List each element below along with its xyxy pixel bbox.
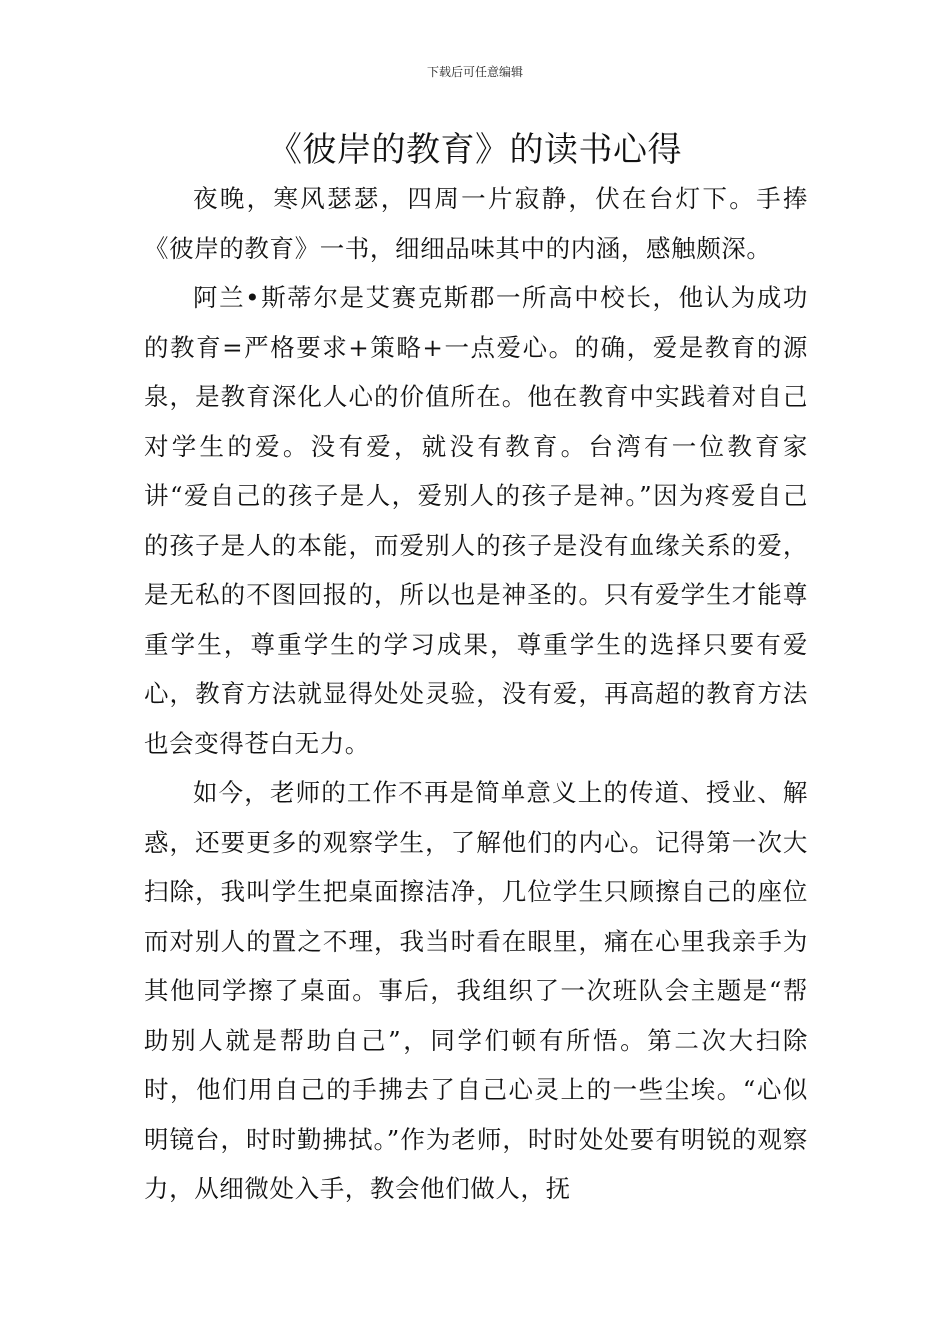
page-title: 《彼岸的教育》的读书心得 — [268, 130, 682, 170]
paragraph-3: 如今，老师的工作不再是简单意义上的传道、授业、解惑，还要更多的观察学生，了解他们的内心。记得第一次大扫除，我叫学生把桌面擦洁净，几位学生只顾擦自己的座位而对别人的置之不理，我当时看在眼里，痛在心里我亲手为其他同学擦了桌面。事后，我组织了一次班队会主题是“帮助别人就是帮助自己”，同学们顿有所悟。第二次大扫除时，他们用自己的手拂去了自己心灵上的一些尘埃。“心似明镜台，时时勤拂拭。”作为老师，时时处处要有明锐的观察力，从细微处入手，教会他们做人，抚 — [144, 778, 808, 1203]
paragraph-2: 阿兰•斯蒂尔是艾赛克斯郡一所高中校长，他认为成功的教育=严格要求+策略+一点爱心。的确，爱是教育的源泉，是教育深化人心的价值所在。他在教育中实践着对自己对学生的爱。没有爱，就没有教育。台湾有一位教育家讲“爱自己的孩子是人，爱别人的孩子是神。”因为疼爱自己的孩子是人的本能，而爱别人的孩子是没有血缘关系的爱，是无私的不图回报的，所以也是神圣的。只有爱学生才能尊重学生，尊重学生的学习成果，尊重学生的选择只要有爱心，教育方法就显得处处灵验，没有爱，再高超的教育方法也会变得苍白无力。 — [144, 283, 808, 758]
paragraph-1: 夜晚，寒风瑟瑟，四周一片寂静，伏在台灯下。手捧《彼岸的教育》一书，细细品味其中的内涵，感触颇深。 — [144, 184, 808, 263]
document-body — [144, 174, 808, 1214]
download-note: 下载后可任意编辑 — [426, 65, 523, 79]
